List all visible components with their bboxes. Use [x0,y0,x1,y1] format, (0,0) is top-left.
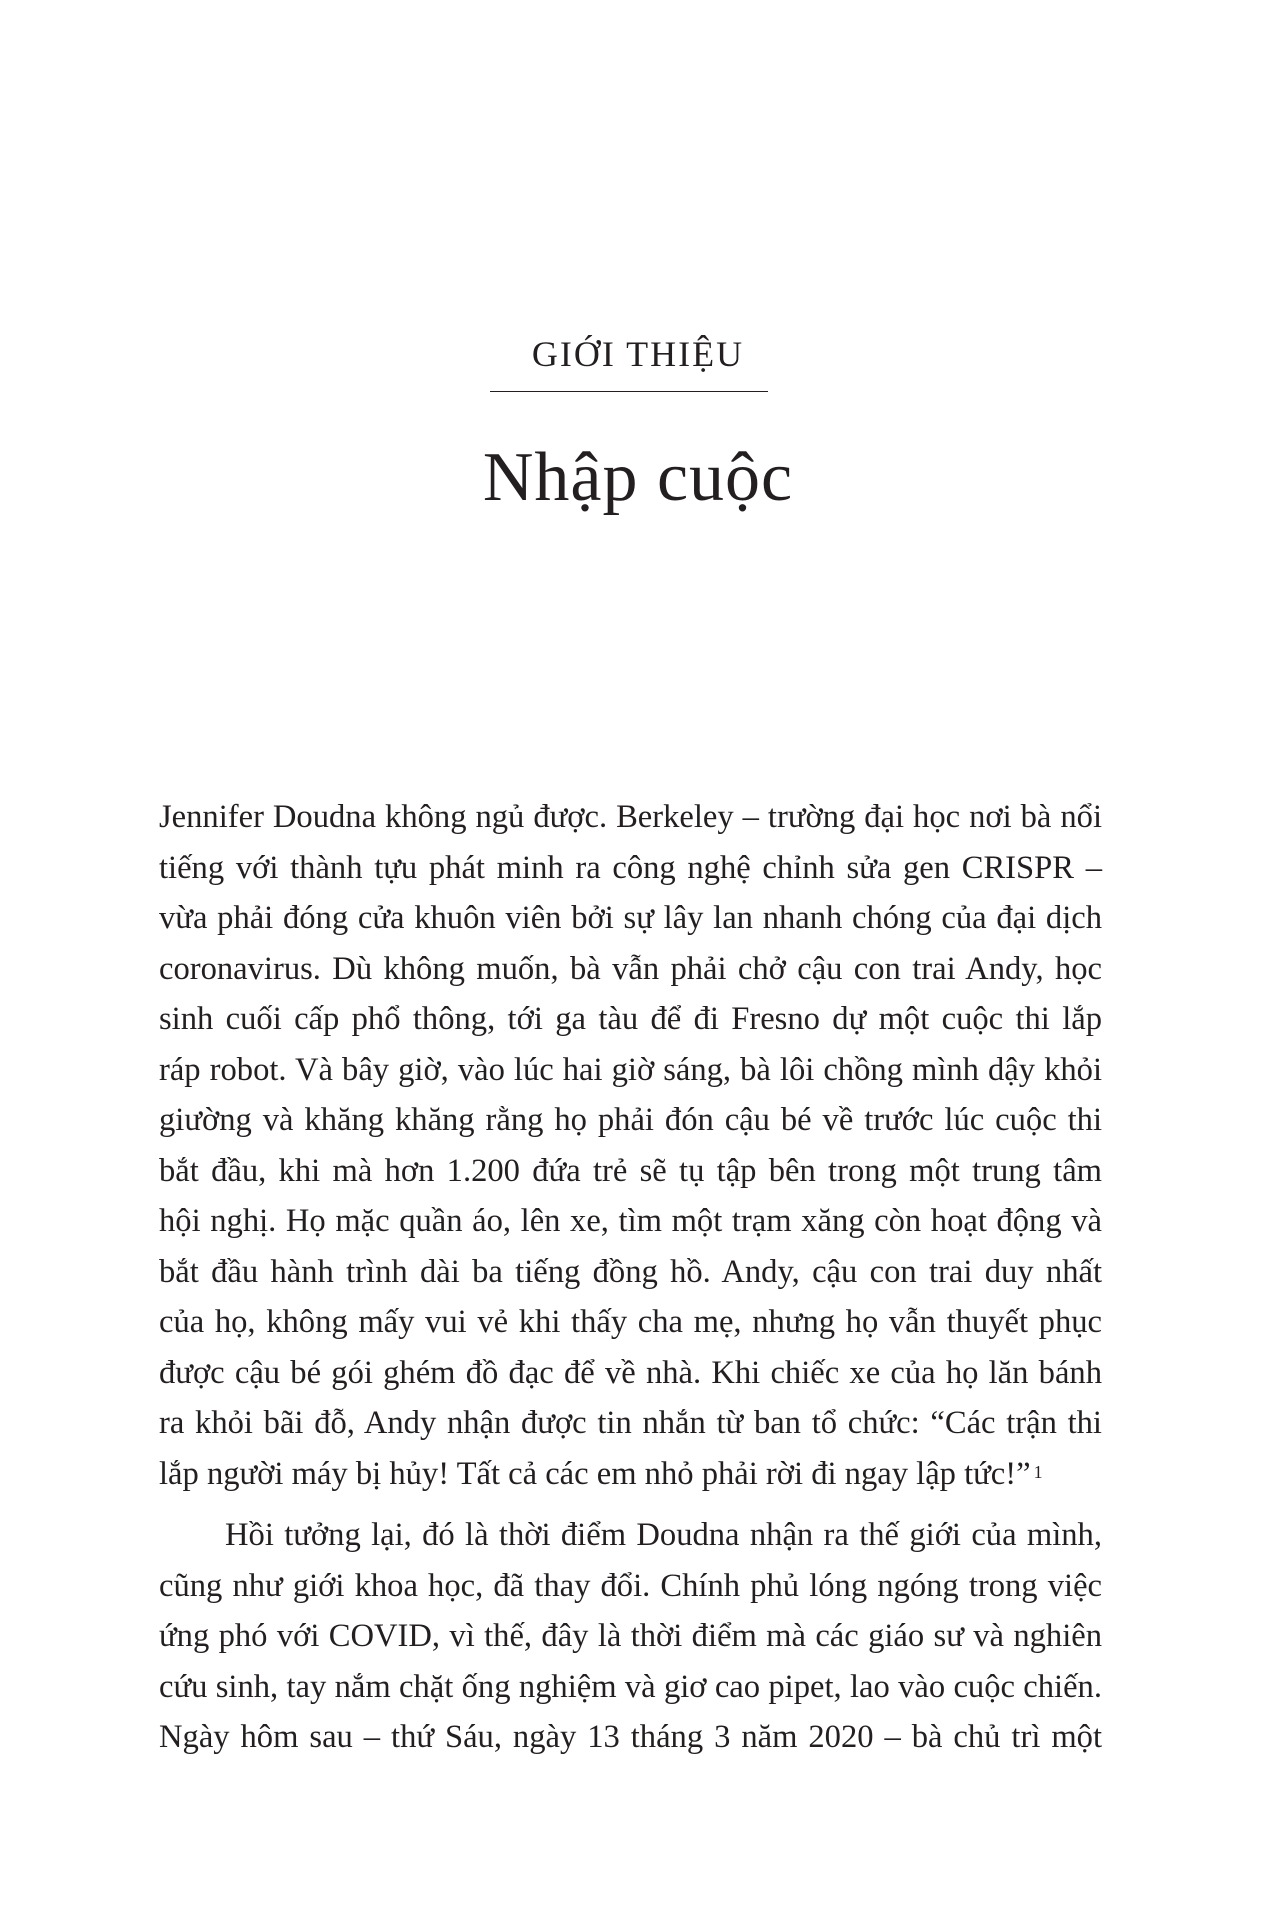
text-line: được cậu bé gói ghém đồ đạc để về nhà. Khi chiếc xe của họ lăn bánh [159,1354,1102,1391]
text-line: của họ, không mấy vui vẻ khi thấy cha mẹ, nhưng họ vẫn thuyết phục [159,1304,1102,1340]
paragraph-1 [159,792,1102,1499]
text-line: cứu sinh, tay nắm chặt ống nghiệm và giơ cao pipet, lao vào cuộc chiến. [159,1668,1102,1705]
text-line: vừa phải đóng cửa khuôn viên bởi sự lây lan nhanh chóng của đại dịch [159,900,1102,936]
text-line: ra khỏi bãi đỗ, Andy nhận được tin nhắn từ ban tổ chức: “Các trận thi [159,1405,1102,1441]
text-line: Jennifer Doudna không ngủ được. Berkeley – trường đại học nơi bà nổi [159,799,1102,835]
chapter-label: GIỚI THIỆU [531,334,745,374]
text-line: bắt đầu, khi mà hơn 1.200 đứa trẻ sẽ tụ tập bên trong một trung tâm [159,1152,1102,1189]
text-line: giường và khăng khăng rằng họ phải đón cậu bé về trước lúc cuộc thi [159,1102,1102,1138]
text-line: sinh cuối cấp phổ thông, tới ga tàu để đi Fresno dự một cuộc thi lắp [159,1001,1102,1037]
text-line: ứng phó với COVID, vì thế, đây là thời điểm mà các giáo sư và nghiên [159,1618,1102,1654]
chapter-divider [490,391,768,392]
paragraph-2 [159,1510,1102,1763]
body-text [159,792,1102,1763]
paragraph-gap [159,1499,1102,1510]
text-line: Ngày hôm sau – thứ Sáu, ngày 13 tháng 3 năm 2020 – bà chủ trì một [159,1719,1102,1755]
text-line: tiếng với thành tựu phát minh ra công nghệ chỉnh sửa gen CRISPR – [159,849,1102,886]
text-line-content: lắp người máy bị hủy! Tất cả các em nhỏ phải rời đi ngay lập tức!” [159,1455,1031,1492]
text-line: hội nghị. Họ mặc quần áo, lên xe, tìm một trạm xăng còn hoạt động và [159,1203,1102,1239]
text-line-last [159,1449,1102,1500]
text-line: Hồi tưởng lại, đó là thời điểm Doudna nhận ra thế giới của mình, [225,1517,1102,1553]
text-line: bắt đầu hành trình dài ba tiếng đồng hồ. Andy, cậu con trai duy nhất [159,1253,1102,1290]
text-line: cũng như giới khoa học, đã thay đổi. Chính phủ lóng ngóng trong việc [159,1567,1102,1604]
text-line: coronavirus. Dù không muốn, bà vẫn phải chở cậu con trai Andy, học [159,950,1102,987]
chapter-title: Nhập cuộc [482,439,794,516]
footnote-marker: 1 [1033,1461,1043,1482]
text-line: ráp robot. Và bây giờ, vào lúc hai giờ sáng, bà lôi chồng mình dậy khỏi [159,1051,1102,1088]
